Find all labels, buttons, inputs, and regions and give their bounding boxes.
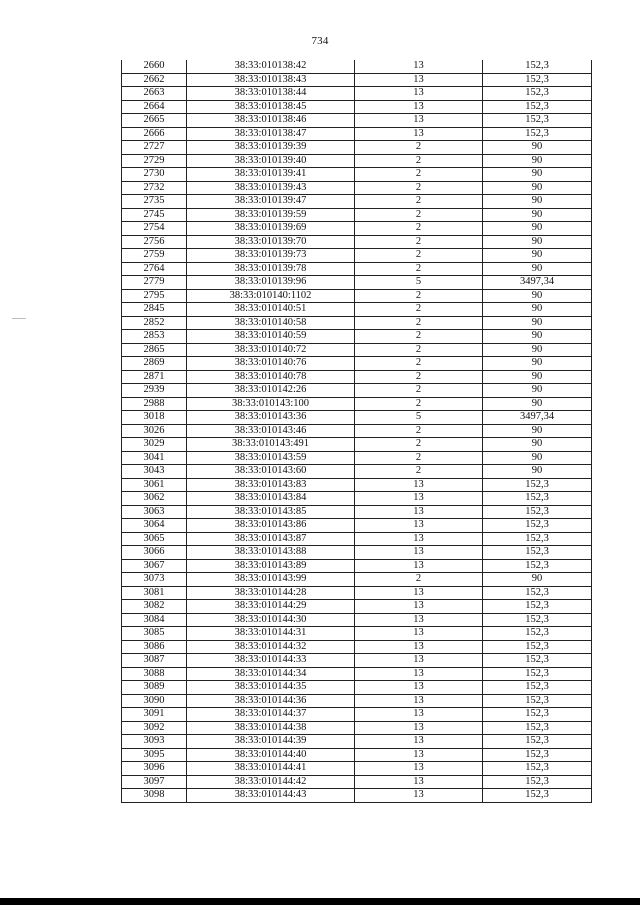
value-cell: 152,3 <box>483 748 592 762</box>
row-number-cell: 2732 <box>122 181 187 195</box>
row-number-cell: 3065 <box>122 532 187 546</box>
table-row <box>122 748 592 762</box>
table-row <box>122 546 592 560</box>
row-number-cell: 3085 <box>122 627 187 641</box>
cadastral-number-cell: 38:33:010139:70 <box>187 235 355 249</box>
row-number-cell: 3097 <box>122 775 187 789</box>
category-cell: 13 <box>355 519 483 533</box>
cadastral-number-cell: 38:33:010138:47 <box>187 127 355 141</box>
row-number-cell: 2665 <box>122 114 187 128</box>
category-cell: 13 <box>355 492 483 506</box>
table-row <box>122 762 592 776</box>
row-number-cell: 3082 <box>122 600 187 614</box>
value-cell: 152,3 <box>483 694 592 708</box>
table-row <box>122 222 592 236</box>
value-cell: 90 <box>483 330 592 344</box>
cadastral-number-cell: 38:33:010143:85 <box>187 505 355 519</box>
cadastral-number-cell: 38:33:010139:43 <box>187 181 355 195</box>
value-cell: 152,3 <box>483 762 592 776</box>
row-number-cell: 2795 <box>122 289 187 303</box>
register-table-body <box>122 60 592 802</box>
row-number-cell: 2756 <box>122 235 187 249</box>
table-row <box>122 775 592 789</box>
value-cell: 152,3 <box>483 640 592 654</box>
table-row <box>122 492 592 506</box>
row-number-cell: 2660 <box>122 60 187 73</box>
category-cell: 13 <box>355 708 483 722</box>
row-number-cell: 3092 <box>122 721 187 735</box>
value-cell: 90 <box>483 208 592 222</box>
row-number-cell: 2852 <box>122 316 187 330</box>
category-cell: 13 <box>355 654 483 668</box>
table-row <box>122 208 592 222</box>
cadastral-number-cell: 38:33:010143:84 <box>187 492 355 506</box>
cadastral-number-cell: 38:33:010144:41 <box>187 762 355 776</box>
cadastral-number-cell: 38:33:010144:35 <box>187 681 355 695</box>
cadastral-number-cell: 38:33:010139:40 <box>187 154 355 168</box>
category-cell: 13 <box>355 100 483 114</box>
table-row <box>122 87 592 101</box>
cadastral-number-cell: 38:33:010139:39 <box>187 141 355 155</box>
category-cell: 13 <box>355 559 483 573</box>
value-cell: 152,3 <box>483 478 592 492</box>
value-cell: 152,3 <box>483 492 592 506</box>
row-number-cell: 2779 <box>122 276 187 290</box>
row-number-cell: 3043 <box>122 465 187 479</box>
cadastral-number-cell: 38:33:010142:26 <box>187 384 355 398</box>
value-cell: 152,3 <box>483 73 592 87</box>
value-cell: 152,3 <box>483 775 592 789</box>
row-number-cell: 3064 <box>122 519 187 533</box>
cadastral-number-cell: 38:33:010144:30 <box>187 613 355 627</box>
value-cell: 90 <box>483 195 592 209</box>
scan-bottom-edge <box>0 898 640 905</box>
table-row <box>122 181 592 195</box>
row-number-cell: 2727 <box>122 141 187 155</box>
cadastral-number-cell: 38:33:010139:69 <box>187 222 355 236</box>
category-cell: 2 <box>355 168 483 182</box>
table-row <box>122 721 592 735</box>
category-cell: 5 <box>355 411 483 425</box>
row-number-cell: 3090 <box>122 694 187 708</box>
table-row <box>122 681 592 695</box>
cadastral-number-cell: 38:33:010138:43 <box>187 73 355 87</box>
register-table <box>121 60 592 803</box>
category-cell: 2 <box>355 357 483 371</box>
value-cell: 90 <box>483 181 592 195</box>
row-number-cell: 3086 <box>122 640 187 654</box>
table-row <box>122 789 592 803</box>
cadastral-number-cell: 38:33:010140:59 <box>187 330 355 344</box>
margin-mark <box>12 318 26 319</box>
table-row <box>122 357 592 371</box>
cadastral-number-cell: 38:33:010138:44 <box>187 87 355 101</box>
value-cell: 152,3 <box>483 627 592 641</box>
table-row <box>122 532 592 546</box>
value-cell: 90 <box>483 222 592 236</box>
category-cell: 13 <box>355 627 483 641</box>
value-cell: 90 <box>483 316 592 330</box>
row-number-cell: 3096 <box>122 762 187 776</box>
value-cell: 90 <box>483 370 592 384</box>
value-cell: 90 <box>483 249 592 263</box>
row-number-cell: 3084 <box>122 613 187 627</box>
value-cell: 152,3 <box>483 60 592 73</box>
value-cell: 152,3 <box>483 735 592 749</box>
table-row <box>122 168 592 182</box>
value-cell: 90 <box>483 343 592 357</box>
category-cell: 2 <box>355 222 483 236</box>
cadastral-number-cell: 38:33:010144:42 <box>187 775 355 789</box>
table-row <box>122 411 592 425</box>
category-cell: 13 <box>355 667 483 681</box>
category-cell: 2 <box>355 141 483 155</box>
table-row <box>122 73 592 87</box>
value-cell: 152,3 <box>483 559 592 573</box>
value-cell: 152,3 <box>483 519 592 533</box>
row-number-cell: 2845 <box>122 303 187 317</box>
value-cell: 152,3 <box>483 586 592 600</box>
category-cell: 2 <box>355 573 483 587</box>
category-cell: 13 <box>355 114 483 128</box>
category-cell: 2 <box>355 424 483 438</box>
value-cell: 90 <box>483 235 592 249</box>
cadastral-number-cell: 38:33:010143:60 <box>187 465 355 479</box>
category-cell: 2 <box>355 154 483 168</box>
category-cell: 13 <box>355 762 483 776</box>
cadastral-number-cell: 38:33:010144:40 <box>187 748 355 762</box>
row-number-cell: 2664 <box>122 100 187 114</box>
table-row <box>122 478 592 492</box>
table-row <box>122 249 592 263</box>
table-row <box>122 438 592 452</box>
table-row <box>122 465 592 479</box>
table-row <box>122 505 592 519</box>
page-number: 734 <box>311 35 329 47</box>
value-cell: 152,3 <box>483 667 592 681</box>
table-row <box>122 613 592 627</box>
row-number-cell: 3091 <box>122 708 187 722</box>
category-cell: 13 <box>355 60 483 73</box>
cadastral-number-cell: 38:33:010143:36 <box>187 411 355 425</box>
row-number-cell: 3026 <box>122 424 187 438</box>
value-cell: 152,3 <box>483 789 592 803</box>
category-cell: 2 <box>355 316 483 330</box>
cadastral-number-cell: 38:33:010143:83 <box>187 478 355 492</box>
row-number-cell: 3098 <box>122 789 187 803</box>
value-cell: 152,3 <box>483 546 592 560</box>
table-row <box>122 708 592 722</box>
category-cell: 13 <box>355 775 483 789</box>
category-cell: 2 <box>355 303 483 317</box>
table-row <box>122 586 592 600</box>
table-row <box>122 667 592 681</box>
category-cell: 2 <box>355 181 483 195</box>
table-row <box>122 451 592 465</box>
category-cell: 13 <box>355 546 483 560</box>
cadastral-number-cell: 38:33:010144:29 <box>187 600 355 614</box>
category-cell: 2 <box>355 438 483 452</box>
row-number-cell: 3066 <box>122 546 187 560</box>
table-row <box>122 235 592 249</box>
table-row <box>122 735 592 749</box>
row-number-cell: 2745 <box>122 208 187 222</box>
table-row <box>122 127 592 141</box>
table-row <box>122 154 592 168</box>
value-cell: 152,3 <box>483 127 592 141</box>
category-cell: 2 <box>355 384 483 398</box>
value-cell: 152,3 <box>483 708 592 722</box>
value-cell: 90 <box>483 384 592 398</box>
category-cell: 2 <box>355 195 483 209</box>
value-cell: 152,3 <box>483 505 592 519</box>
row-number-cell: 3089 <box>122 681 187 695</box>
row-number-cell: 2759 <box>122 249 187 263</box>
table-row <box>122 330 592 344</box>
row-number-cell: 3073 <box>122 573 187 587</box>
table-row <box>122 262 592 276</box>
row-number-cell: 2662 <box>122 73 187 87</box>
table-row <box>122 141 592 155</box>
value-cell: 3497,34 <box>483 411 592 425</box>
category-cell: 2 <box>355 249 483 263</box>
category-cell: 13 <box>355 505 483 519</box>
table-row <box>122 195 592 209</box>
value-cell: 90 <box>483 168 592 182</box>
row-number-cell: 2754 <box>122 222 187 236</box>
value-cell: 90 <box>483 303 592 317</box>
table-row <box>122 100 592 114</box>
value-cell: 152,3 <box>483 114 592 128</box>
value-cell: 152,3 <box>483 721 592 735</box>
table-row <box>122 640 592 654</box>
value-cell: 90 <box>483 424 592 438</box>
value-cell: 90 <box>483 289 592 303</box>
cadastral-number-cell: 38:33:010144:39 <box>187 735 355 749</box>
cadastral-number-cell: 38:33:010143:491 <box>187 438 355 452</box>
cadastral-number-cell: 38:33:010144:34 <box>187 667 355 681</box>
value-cell: 152,3 <box>483 600 592 614</box>
row-number-cell: 3041 <box>122 451 187 465</box>
table-row <box>122 627 592 641</box>
category-cell: 13 <box>355 478 483 492</box>
table-row <box>122 370 592 384</box>
row-number-cell: 2939 <box>122 384 187 398</box>
cadastral-number-cell: 38:33:010144:33 <box>187 654 355 668</box>
row-number-cell: 2663 <box>122 87 187 101</box>
cadastral-number-cell: 38:33:010140:72 <box>187 343 355 357</box>
cadastral-number-cell: 38:33:010139:47 <box>187 195 355 209</box>
cadastral-number-cell: 38:33:010139:78 <box>187 262 355 276</box>
category-cell: 13 <box>355 789 483 803</box>
cadastral-number-cell: 38:33:010140:1102 <box>187 289 355 303</box>
cadastral-number-cell: 38:33:010143:89 <box>187 559 355 573</box>
value-cell: 90 <box>483 154 592 168</box>
category-cell: 2 <box>355 262 483 276</box>
category-cell: 13 <box>355 613 483 627</box>
cadastral-number-cell: 38:33:010144:37 <box>187 708 355 722</box>
table-row <box>122 519 592 533</box>
table-row <box>122 694 592 708</box>
table-row <box>122 114 592 128</box>
value-cell: 90 <box>483 141 592 155</box>
category-cell: 2 <box>355 208 483 222</box>
cadastral-number-cell: 38:33:010138:45 <box>187 100 355 114</box>
value-cell: 90 <box>483 357 592 371</box>
table-row <box>122 276 592 290</box>
cadastral-number-cell: 38:33:010143:87 <box>187 532 355 546</box>
row-number-cell: 2666 <box>122 127 187 141</box>
category-cell: 2 <box>355 289 483 303</box>
cadastral-number-cell: 38:33:010143:99 <box>187 573 355 587</box>
cadastral-number-cell: 38:33:010143:59 <box>187 451 355 465</box>
cadastral-number-cell: 38:33:010139:41 <box>187 168 355 182</box>
category-cell: 13 <box>355 721 483 735</box>
category-cell: 13 <box>355 735 483 749</box>
row-number-cell: 3061 <box>122 478 187 492</box>
value-cell: 90 <box>483 451 592 465</box>
category-cell: 13 <box>355 73 483 87</box>
value-cell: 152,3 <box>483 654 592 668</box>
value-cell: 90 <box>483 573 592 587</box>
cadastral-number-cell: 38:33:010144:38 <box>187 721 355 735</box>
category-cell: 2 <box>355 343 483 357</box>
row-number-cell: 2729 <box>122 154 187 168</box>
category-cell: 2 <box>355 330 483 344</box>
cadastral-number-cell: 38:33:010138:46 <box>187 114 355 128</box>
category-cell: 13 <box>355 87 483 101</box>
value-cell: 90 <box>483 262 592 276</box>
value-cell: 152,3 <box>483 87 592 101</box>
row-number-cell: 2730 <box>122 168 187 182</box>
row-number-cell: 3088 <box>122 667 187 681</box>
row-number-cell: 3029 <box>122 438 187 452</box>
cadastral-number-cell: 38:33:010139:96 <box>187 276 355 290</box>
cadastral-number-cell: 38:33:010140:58 <box>187 316 355 330</box>
category-cell: 13 <box>355 600 483 614</box>
row-number-cell: 2853 <box>122 330 187 344</box>
value-cell: 152,3 <box>483 532 592 546</box>
row-number-cell: 3087 <box>122 654 187 668</box>
category-cell: 5 <box>355 276 483 290</box>
cadastral-number-cell: 38:33:010139:73 <box>187 249 355 263</box>
category-cell: 2 <box>355 235 483 249</box>
value-cell: 90 <box>483 397 592 411</box>
table-row <box>122 397 592 411</box>
category-cell: 2 <box>355 465 483 479</box>
cadastral-number-cell: 38:33:010144:32 <box>187 640 355 654</box>
cadastral-number-cell: 38:33:010140:76 <box>187 357 355 371</box>
value-cell: 152,3 <box>483 681 592 695</box>
cadastral-number-cell: 38:33:010144:31 <box>187 627 355 641</box>
table-row <box>122 316 592 330</box>
table-row <box>122 654 592 668</box>
value-cell: 3497,34 <box>483 276 592 290</box>
row-number-cell: 3018 <box>122 411 187 425</box>
cadastral-number-cell: 38:33:010143:46 <box>187 424 355 438</box>
row-number-cell: 2764 <box>122 262 187 276</box>
category-cell: 13 <box>355 748 483 762</box>
table-row <box>122 600 592 614</box>
category-cell: 13 <box>355 586 483 600</box>
row-number-cell: 2869 <box>122 357 187 371</box>
value-cell: 90 <box>483 465 592 479</box>
table-row <box>122 384 592 398</box>
table-row <box>122 424 592 438</box>
row-number-cell: 3062 <box>122 492 187 506</box>
row-number-cell: 3063 <box>122 505 187 519</box>
table-row <box>122 573 592 587</box>
table-row <box>122 60 592 73</box>
table-row <box>122 303 592 317</box>
row-number-cell: 3067 <box>122 559 187 573</box>
category-cell: 2 <box>355 397 483 411</box>
row-number-cell: 2735 <box>122 195 187 209</box>
cadastral-number-cell: 38:33:010139:59 <box>187 208 355 222</box>
value-cell: 152,3 <box>483 613 592 627</box>
row-number-cell: 3095 <box>122 748 187 762</box>
category-cell: 13 <box>355 640 483 654</box>
category-cell: 2 <box>355 370 483 384</box>
category-cell: 13 <box>355 532 483 546</box>
cadastral-number-cell: 38:33:010140:78 <box>187 370 355 384</box>
row-number-cell: 3093 <box>122 735 187 749</box>
table-row <box>122 343 592 357</box>
row-number-cell: 2871 <box>122 370 187 384</box>
category-cell: 2 <box>355 451 483 465</box>
category-cell: 13 <box>355 127 483 141</box>
cadastral-number-cell: 38:33:010143:88 <box>187 546 355 560</box>
row-number-cell: 2865 <box>122 343 187 357</box>
cadastral-number-cell: 38:33:010144:36 <box>187 694 355 708</box>
table-row <box>122 559 592 573</box>
cadastral-number-cell: 38:33:010144:43 <box>187 789 355 803</box>
row-number-cell: 2988 <box>122 397 187 411</box>
value-cell: 152,3 <box>483 100 592 114</box>
cadastral-number-cell: 38:33:010140:51 <box>187 303 355 317</box>
cadastral-number-cell: 38:33:010138:42 <box>187 60 355 73</box>
row-number-cell: 3081 <box>122 586 187 600</box>
table-row <box>122 289 592 303</box>
cadastral-number-cell: 38:33:010143:86 <box>187 519 355 533</box>
cadastral-number-cell: 38:33:010144:28 <box>187 586 355 600</box>
value-cell: 90 <box>483 438 592 452</box>
cadastral-number-cell: 38:33:010143:100 <box>187 397 355 411</box>
category-cell: 13 <box>355 681 483 695</box>
category-cell: 13 <box>355 694 483 708</box>
